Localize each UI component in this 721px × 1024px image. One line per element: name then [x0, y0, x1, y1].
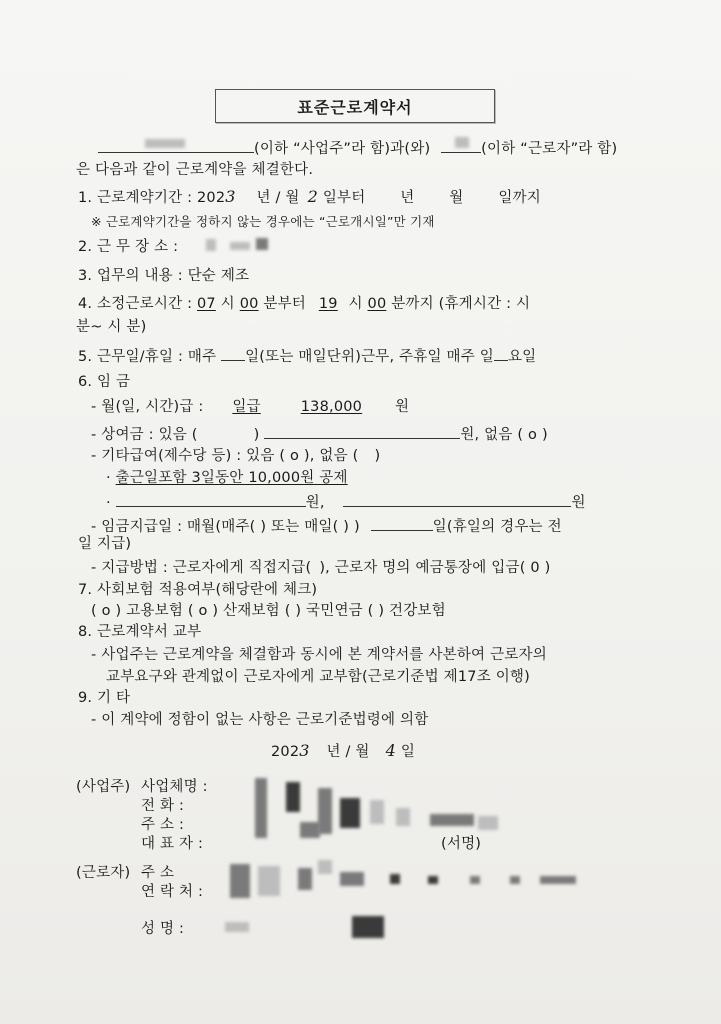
wage-line: - 월(일, 시간)급 : 일급 138,000 원 [91, 399, 410, 415]
redacted-employer-info [255, 778, 267, 838]
delivery-line-2: 교부요구와 관계없이 근로자에게 교부함(근로기준법 제17조 이행) [106, 669, 530, 685]
section-1-note: ※ 근로계약기간을 정하지 않는 경우에는 “근로개시일”만 기재 [91, 214, 435, 229]
section-1-contract-period: 1. 근로계약기간 : 2023 년 / 월 2 일부터 년 월 일까지 [78, 187, 541, 206]
employee-contact-label: 연 락 처 : [141, 884, 204, 900]
deduction-line: · 출근일포함 3일동안 10,000원 공제 [106, 470, 348, 486]
other-line: - 이 계약에 정함이 없는 사항은 근로기준법령에 의함 [91, 712, 429, 728]
redacted-employee-info [230, 864, 250, 898]
employer-address-label: 주 소 : [141, 817, 185, 833]
intro-line-1: (이하 “사업주”라 함)과(와) (이하 “근로자”라 함) [98, 137, 617, 158]
section-7-social-insurance: 7. 사회보험 적용여부(해당란에 체크) [78, 582, 318, 598]
employer-company-label: 사업체명 : [141, 779, 208, 795]
section-8-contract-delivery: 8. 근로계약서 교부 [78, 624, 202, 640]
employee-role-label: (근로자) [76, 865, 131, 881]
section-5-workdays: 5. 근무일/휴일 : 매주 일(또는 매일단위)근무, 주휴일 매주 일 요일 [78, 345, 536, 366]
contract-date: 2023 년 / 월 4 일 [271, 741, 416, 760]
section-2-workplace: 2. 근 무 장 소 : [78, 239, 179, 255]
bonus-line: - 상여금 : 있음 ( ) 원, 없음 ( o ) [91, 423, 548, 444]
employee-address-label: 주 소 [141, 865, 175, 881]
other-pay-blank-line: · 원, 원 [106, 491, 586, 512]
redacted-employee-name [455, 137, 469, 148]
payday-line: - 임금지급일 : 매월(매주( ) 또는 매일( ) ) 일(휴일의 경우는 전 [91, 515, 562, 536]
employee-name-label: 성 명 : [141, 921, 185, 937]
insurance-checklist: ( o ) 고용보험 ( o ) 산재보험 ( ) 국민연금 ( ) 건강보험 [91, 603, 446, 619]
delivery-line-1: - 사업주는 근로계약을 체결함과 동시에 본 계약서를 사본하여 근로자의 [91, 647, 547, 663]
employer-role-label: (사업주) [76, 779, 131, 795]
section-6-wage-heading: 6. 임 금 [78, 374, 131, 390]
section-4-working-hours: 4. 소정근로시간 : 07 시 00 분부터 19 시 00 분까지 (휴게시간 : 시 [78, 296, 531, 312]
document-title: 표준근로계약서 [215, 89, 495, 123]
section-3-job-description: 3. 업무의 내용 : 단순 제조 [78, 268, 250, 284]
employer-phone-label: 전 화 : [141, 798, 185, 814]
intro-line-2: 은 다음과 같이 근로계약을 체결한다. [76, 162, 314, 178]
payday-line-2: 일 지급) [78, 536, 132, 552]
employer-rep-label: 대 표 자 : [141, 836, 204, 852]
employer-signature-label: (서명) [441, 836, 482, 852]
section-9-other: 9. 기 타 [78, 690, 131, 706]
redacted-workplace [206, 239, 216, 251]
redacted-employee-name-field [225, 922, 249, 932]
redacted-employer-name [145, 139, 185, 148]
other-pay-line: - 기타급여(제수당 등) : 있음 ( o ), 없음 ( ) [91, 448, 381, 464]
section-4-break-time: 분~ 시 분) [76, 319, 147, 335]
payment-method-line: - 지급방법 : 근로자에게 직접지급( ), 근로자 명의 예금통장에 입금( 0 ) [91, 560, 551, 576]
